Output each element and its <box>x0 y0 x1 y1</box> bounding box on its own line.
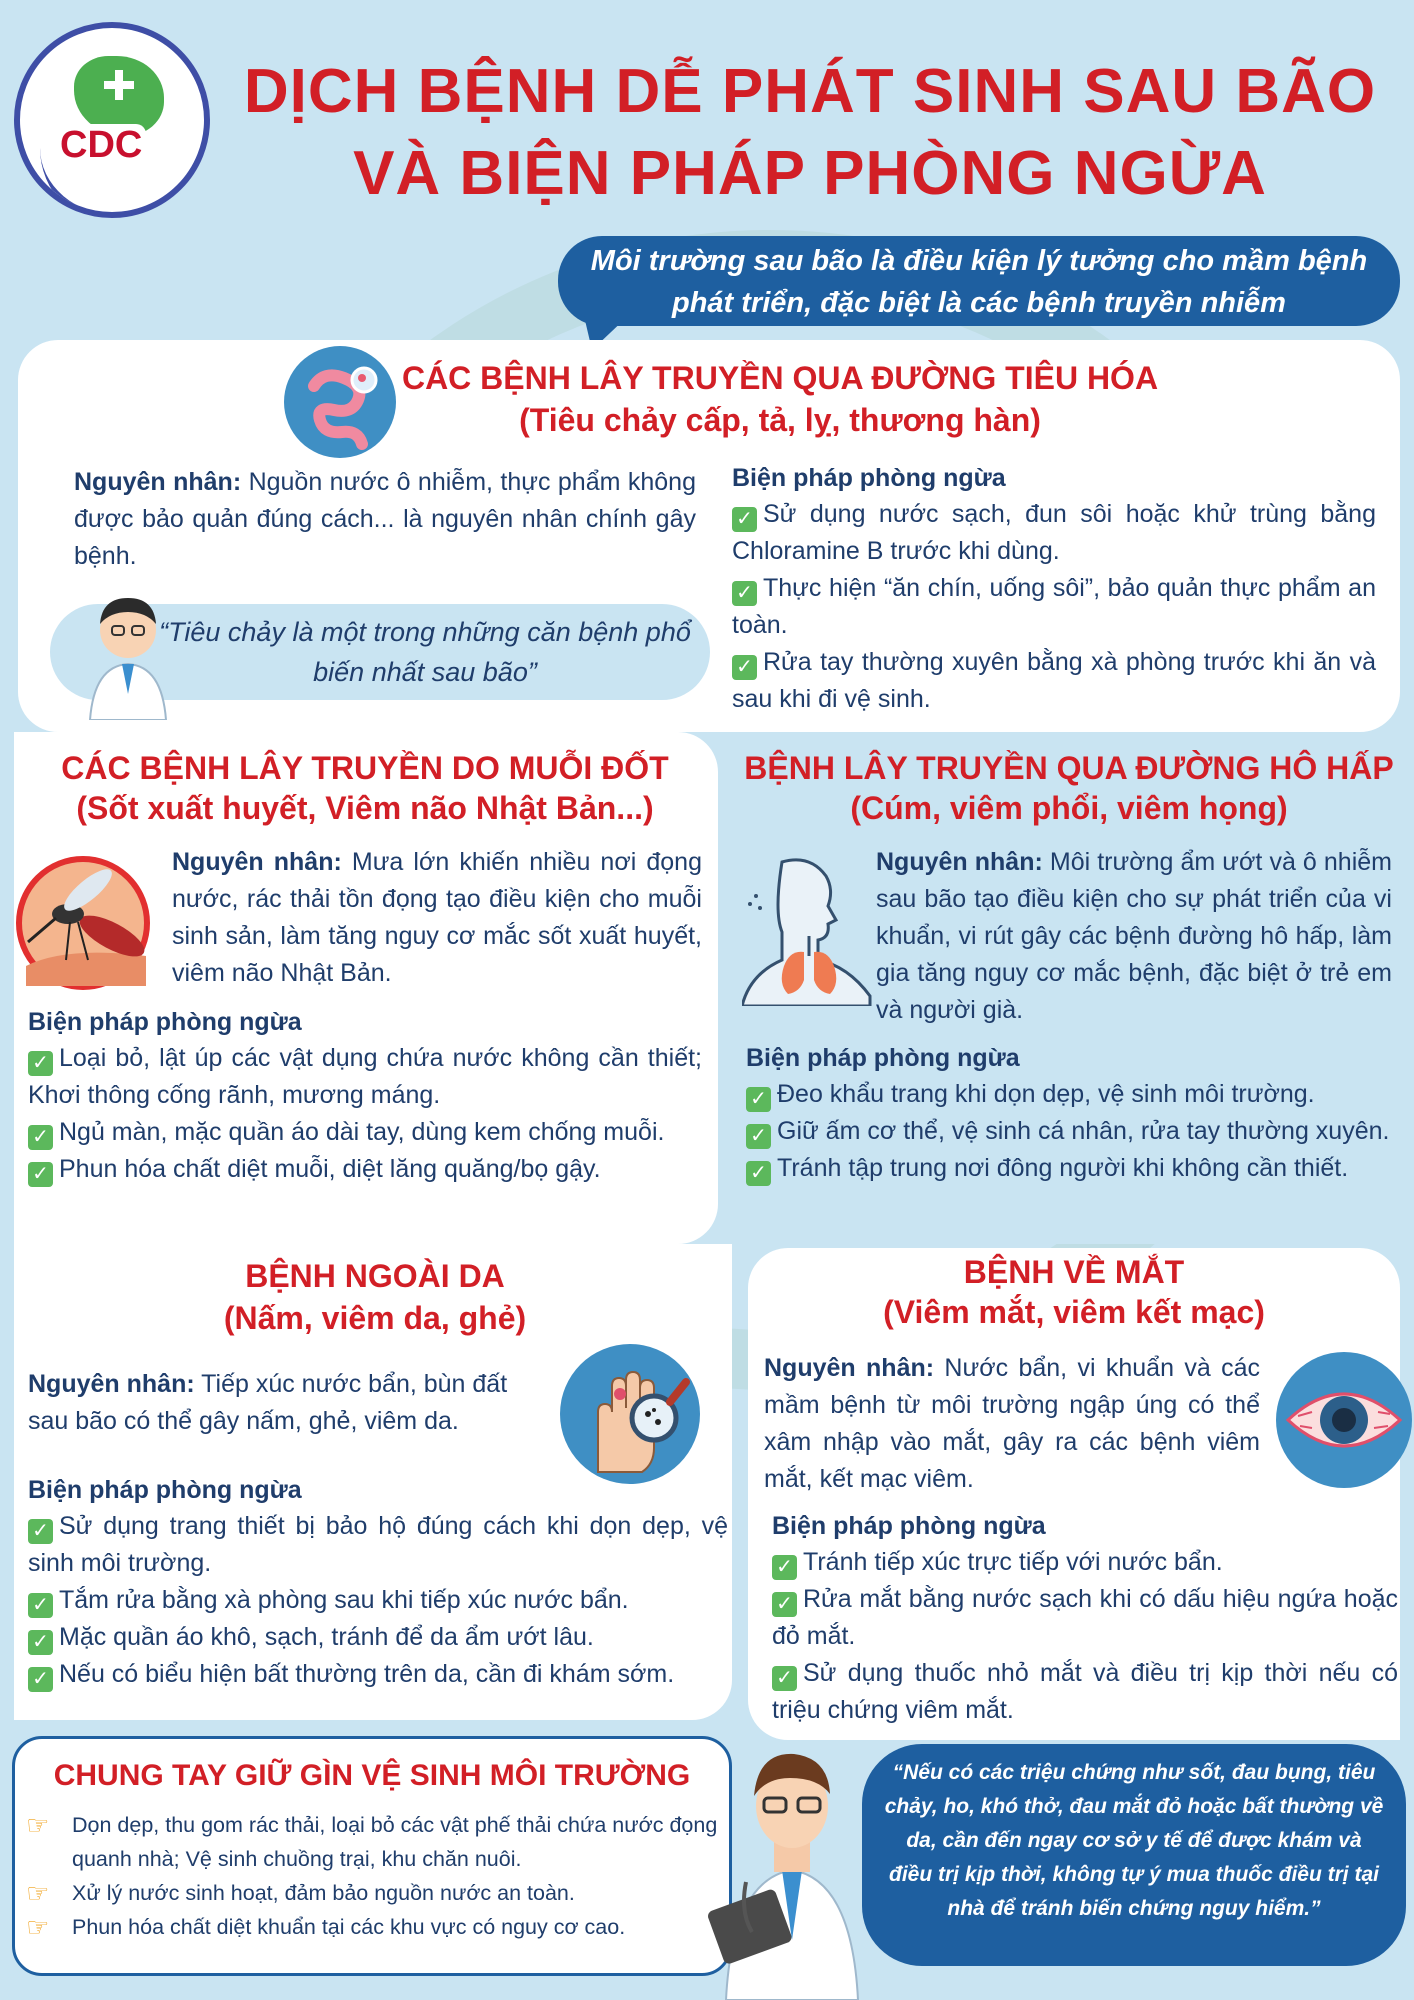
digestive-quote: “Tiêu chảy là một trong những căn bệnh phổ biến nhất sau bão” <box>159 617 691 687</box>
check-icon: ✓ <box>732 655 757 680</box>
environment-title: CHUNG TAY GIỮ GÌN VỆ SINH MÔI TRƯỜNG <box>53 1759 691 1792</box>
prevention-item: ✓ Tránh tập trung nơi đông người khi không cần thiết. <box>746 1150 1400 1187</box>
skin-title: BỆNH NGOÀI DA <box>245 1258 505 1294</box>
red-eye-icon <box>1276 1352 1412 1488</box>
doctor-clipboard-icon <box>706 1742 876 2000</box>
skin-hand-icon <box>558 1342 702 1486</box>
mosquito-icon <box>16 856 150 990</box>
cause-label: Nguyên nhân: <box>764 1354 935 1382</box>
pointing-hand-icon: ☞ <box>26 1912 50 1942</box>
check-icon: ✓ <box>28 1630 53 1655</box>
mosquito-title: CÁC BỆNH LÂY TRUYỀN DO MUỖI ĐỐT <box>61 750 669 786</box>
check-icon: ✓ <box>772 1666 797 1691</box>
environment-list <box>14 1808 728 1944</box>
mosquito-prevention <box>28 1004 702 1188</box>
prevention-item: ✓ Rửa mắt bằng nước sạch khi có dấu hiệu ngứa hoặc đỏ mắt. <box>772 1585 1398 1650</box>
logo-abbr: CDC <box>56 124 146 167</box>
advice-bubble: “Nếu có các triệu chứng như sốt, đau bụng, tiêu chảy, ho, khó thở, đau mắt đỏ hoặc bất thường về da, cần đến ngay cơ sở y tế để được khám và điều trị kịp thời, không tự ý mua thuốc điều trị tại nhà để tránh biến chứng nguy hiểm.” <box>862 1744 1406 1966</box>
prevention-item: ✓ Ngủ màn, mặc quần áo dài tay, dùng kem chống muỗi. <box>28 1114 702 1151</box>
pointing-hand-icon: ☞ <box>26 1810 50 1840</box>
prevention-item: ✓ Loại bỏ, lật úp các vật dụng chứa nước không cần thiết; Khơi thông cống rãnh, mương máng. <box>28 1044 702 1109</box>
prevention-item: ✓ Sử dụng thuốc nhỏ mắt và điều trị kịp thời nếu có triệu chứng viêm mắt. <box>772 1659 1398 1724</box>
check-icon: ✓ <box>732 507 757 532</box>
cause-text: Môi trường ẩm ướt và ô nhiễm sau bão tạo điều kiện cho sự phát triển của vi khuẩn, vi rút gây các bệnh đường hô hấp, làm gia tăng nguy cơ mắc bệnh, đặc biệt ở trẻ em và người già. <box>876 848 1392 1024</box>
intro-line2: phát triển, đặc biệt là các bệnh truyền nhiễm <box>672 287 1286 319</box>
check-icon: ✓ <box>772 1555 797 1580</box>
prevention-item: ✓ Phun hóa chất diệt muỗi, diệt lăng quăng/bọ gậy. <box>28 1151 702 1188</box>
prevention-item: ✓ Tránh tiếp xúc trực tiếp với nước bẩn. <box>772 1544 1398 1581</box>
prevention-item: ✓ Thực hiện “ăn chín, uống sôi”, bảo quản thực phẩm an toàn. <box>732 574 1376 639</box>
check-icon: ✓ <box>28 1125 53 1150</box>
mosquito-cause <box>172 844 702 992</box>
prevention-heading: Biện pháp phòng ngừa <box>28 1008 302 1036</box>
check-icon: ✓ <box>28 1519 53 1544</box>
lungs-icon <box>742 856 876 1006</box>
check-icon: ✓ <box>28 1162 53 1187</box>
cause-text: Nguồn nước ô nhiễm, thực phẩm không được bảo quản đúng cách... là nguyên nhân chính gây bệnh. <box>74 468 696 570</box>
cause-label: Nguyên nhân: <box>28 1370 195 1398</box>
cause-label: Nguyên nhân: <box>74 468 242 496</box>
skin-cause <box>28 1366 548 1440</box>
prevention-heading: Biện pháp phòng ngừa <box>746 1044 1020 1072</box>
check-icon: ✓ <box>28 1667 53 1692</box>
digestive-subtitle: (Tiêu chảy cấp, tả, lỵ, thương hàn) <box>519 402 1041 438</box>
eye-subtitle: (Viêm mắt, viêm kết mạc) <box>883 1294 1265 1330</box>
digestive-cause <box>74 464 696 575</box>
intro-bubble <box>558 236 1400 326</box>
page-title-line2: VÀ BIỆN PHÁP PHÒNG NGỪA <box>353 139 1267 208</box>
prevention-item: ✓ Giữ ấm cơ thể, vệ sinh cá nhân, rửa tay thường xuyên. <box>746 1113 1400 1150</box>
prevention-item: ✓ Sử dụng nước sạch, đun sôi hoặc khử trùng bằng Chloramine B trước khi dùng. <box>732 500 1376 565</box>
respiratory-title: BỆNH LÂY TRUYỀN QUA ĐƯỜNG HÔ HẤP <box>744 750 1394 786</box>
cause-label: Nguyên nhân: <box>172 848 342 876</box>
list-item: ☞ Phun hóa chất diệt khuẩn tại các khu vực có nguy cơ cao. <box>26 1912 626 1942</box>
check-icon: ✓ <box>746 1161 771 1186</box>
eye-prevention <box>772 1508 1398 1729</box>
check-icon: ✓ <box>746 1124 771 1149</box>
intro-line1: Môi trường sau bão là điều kiện lý tưởng cho mầm bệnh <box>590 245 1368 277</box>
cause-text: Tiếp xúc nước bẩn, bùn đất sau bão có thể gây nấm, ghẻ, viêm da. <box>28 1370 508 1435</box>
pointing-hand-icon: ☞ <box>26 1878 50 1908</box>
prevention-heading: Biện pháp phòng ngừa <box>28 1476 302 1504</box>
prevention-heading: Biện pháp phòng ngừa <box>732 464 1006 492</box>
check-icon: ✓ <box>28 1593 53 1618</box>
cdc-logo <box>14 22 210 218</box>
eye-cause <box>764 1350 1260 1498</box>
page-title-line1: DỊCH BỆNH DỄ PHÁT SINH SAU BÃO <box>243 57 1377 126</box>
prevention-item: ✓ Đeo khẩu trang khi dọn dẹp, vệ sinh môi trường. <box>746 1076 1400 1113</box>
prevention-item: ✓ Sử dụng trang thiết bị bảo hộ đúng cách khi dọn dẹp, vệ sinh môi trường. <box>28 1512 728 1577</box>
respiratory-prevention <box>746 1040 1400 1187</box>
medical-cross-icon <box>104 70 134 100</box>
mosquito-subtitle: (Sốt xuất huyết, Viêm não Nhật Bản...) <box>76 790 654 826</box>
intestine-icon <box>284 346 396 458</box>
respiratory-cause <box>876 844 1392 1029</box>
skin-prevention <box>28 1472 728 1693</box>
list-item: ☞ Dọn dẹp, thu gom rác thải, loại bỏ các vật phế thải chứa nước đọng quanh nhà; Vệ sinh chuồng trại, khu chăn nuôi. <box>26 1810 718 1871</box>
prevention-item: ✓ Nếu có biểu hiện bất thường trên da, cần đi khám sớm. <box>28 1656 728 1693</box>
eye-title: BỆNH VỀ MẮT <box>963 1254 1185 1290</box>
respiratory-subtitle: (Cúm, viêm phổi, viêm họng) <box>850 790 1288 826</box>
digestive-prevention <box>732 460 1376 718</box>
prevention-item: ✓ Tắm rửa bằng xà phòng sau khi tiếp xúc nước bẩn. <box>28 1582 728 1619</box>
skin-subtitle: (Nấm, viêm da, ghẻ) <box>223 1300 527 1336</box>
prevention-heading: Biện pháp phòng ngừa <box>772 1512 1046 1540</box>
check-icon: ✓ <box>732 581 757 606</box>
check-icon: ✓ <box>746 1087 771 1112</box>
cause-text: Nước bẩn, vi khuẩn và các mầm bệnh từ môi trường ngập úng có thể xâm nhập vào mắt, gây ra các bệnh viêm mắt, kết mạc viêm. <box>764 1354 1260 1493</box>
cause-text: Mưa lớn khiến nhiều nơi đọng nước, rác thải tồn đọng tạo điều kiện cho muỗi sinh sản, làm tăng nguy cơ mắc sốt xuất huyết, viêm não Nhật Bản. <box>172 848 702 987</box>
cause-label: Nguyên nhân: <box>876 848 1043 876</box>
prevention-item: ✓ Rửa tay thường xuyên bằng xà phòng trước khi ăn và sau khi đi vệ sinh. <box>732 648 1376 713</box>
digestive-title: CÁC BỆNH LÂY TRUYỀN QUA ĐƯỜNG TIÊU HÓA <box>401 360 1159 396</box>
check-icon: ✓ <box>772 1592 797 1617</box>
list-item: ☞ Xử lý nước sinh hoạt, đảm bảo nguồn nước an toàn. <box>26 1878 575 1908</box>
check-icon: ✓ <box>28 1051 53 1076</box>
prevention-item: ✓ Mặc quần áo khô, sạch, tránh để da ẩm ướt lâu. <box>28 1619 728 1656</box>
